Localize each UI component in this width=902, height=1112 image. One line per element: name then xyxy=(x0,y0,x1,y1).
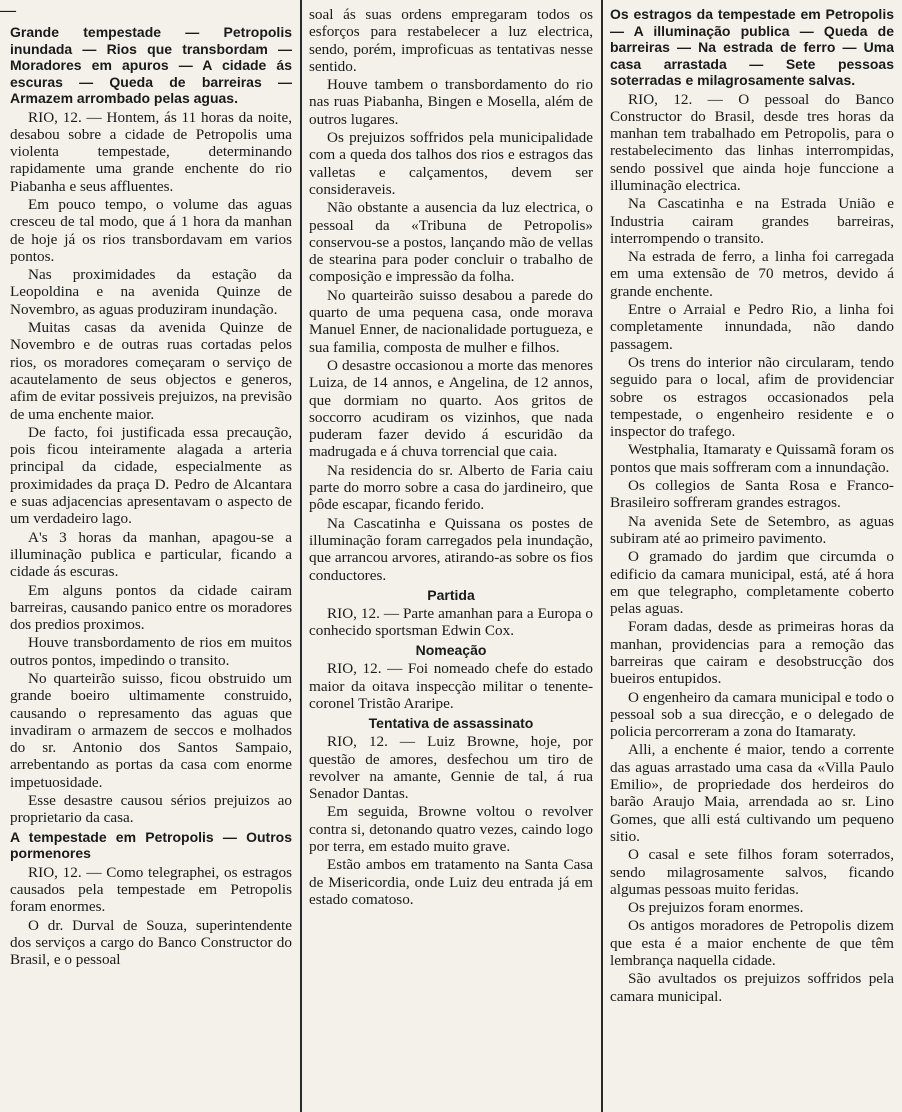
paragraph: São avultados os prejuizos soffridos pela camara municipal. xyxy=(610,970,894,1005)
column-separator xyxy=(300,0,302,1112)
section-title-nomeacao: Nomeação xyxy=(415,642,487,659)
paragraph: soal ás suas ordens empregaram todos os esforços para restabelecer a luz electrica, sendo, porém, improficuas as tentativas nesse sentido. xyxy=(309,6,593,75)
paragraph: Na avenida Sete de Setembro, as aguas subiram até ao primeiro pavimento. xyxy=(610,512,894,547)
paragraph: Os trens do interior não circularam, tendo seguido para o local, afim de providenciar sobre os estragos occasionados pela tempestade, o engenheiro residente e o inspector do trafego. xyxy=(610,353,894,441)
paragraph: RIO, 12. — Hontem, ás 11 horas da noite, desabou sobre a cidade de Petropolis uma violenta tempestade, determinando rapidamente uma grande enchente do rio Piabanha e seus affluentes. xyxy=(10,108,292,195)
paragraph: Os prejuizos soffridos pela municipalidade com a queda dos talhos dos rios e estragos das valletas e calçamentos, devem ser consideraveis. xyxy=(309,129,593,198)
paragraph: Houve transbordamento de rios em muitos outros pontos, impedindo o transito. xyxy=(10,634,292,669)
column-3 xyxy=(610,6,894,1108)
paragraph: Foram dadas, desde as primeiras horas da manhan, providencias para a remoção das barreiras que cairam e desobstrucção dos bueiros entupidos. xyxy=(610,618,894,688)
paragraph: Alli, a enchente é maior, tendo a corrente das aguas arrastado uma casa da «Villa Paulo Emilio», de propriedade dos herdeiros do barão Araujo Maia, arrendada ao sr. Lino Gomes, que alli está cultivando um pequeno sitio. xyxy=(610,741,894,845)
paragraph: Estão ambos em tratamento na Santa Casa de Misericordia, onde Luiz deu entrada já em estado comatoso. xyxy=(309,856,593,908)
paragraph: No quarteirão suisso, ficou obstruido um grande boeiro ultimamente construido, causando o represamento das aguas que invadiram o armazem de seccos e molhados do sr. Antonio dos Santos Sampaio, arrebentando as portas da casa com enorme impetuosidade. xyxy=(10,670,292,791)
paragraph: Entre o Arraial e Pedro Rio, a linha foi completamente innundada, não dando passagem. xyxy=(610,301,894,353)
paragraph: Na Cascatinha e na Estrada União e Industria cairam grandes barreiras, interrompendo o transito. xyxy=(610,195,894,247)
paragraph: Os collegios de Santa Rosa e Franco-Brasileiro soffreram grandes estragos. xyxy=(610,477,894,512)
paragraph: O gramado do jardim que circumda o edificio da camara municipal, está, até á hora em que telegrapho, completamente coberto pelas aguas. xyxy=(610,548,894,618)
paragraph: Em alguns pontos da cidade cairam barreiras, causando panico entre os moradores dos predios proximos. xyxy=(10,581,292,634)
paragraph: Na residencia do sr. Alberto de Faria caiu parte do morro sobre a casa do jardineiro, que pôde escapar, ficando ferido. xyxy=(309,461,593,514)
article-subhead: A tempestade em Petropolis — Outros pormenores xyxy=(10,828,292,862)
column-1 xyxy=(10,24,292,1108)
paragraph: Na Cascatinha e Quissana os postes de illuminação foram carregados pela inundação, que arrancou arvores, atirando-as sobre os fios conductores. xyxy=(309,514,593,584)
paragraph: O desastre occasionou a morte das menores Luiza, de 14 annos, e Angelina, de 12 annos, que dormiam no quarto. Aos gritos de soccorro acudiram os vizinhos, que nada puderam fazer devido á escuridão da madrugada e á chuva torrencial que caia. xyxy=(309,356,593,461)
paragraph: O dr. Durval de Souza, superintendente dos serviços a cargo do Banco Constructor do Brasil, e o pessoal xyxy=(10,916,292,969)
paragraph: Westphalia, Itamaraty e Quissamã foram os pontos que mais soffreram com a innundação. xyxy=(610,441,894,476)
paragraph: Os antigos moradores de Petropolis dizem que esta é a maior enchente de que têm lembrança naquella cidade. xyxy=(610,917,894,970)
top-mark: — xyxy=(0,2,16,19)
paragraph: RIO, 12. — Como telegraphei, os estragos causados pela tempestade em Petropolis foram enormes. xyxy=(10,863,292,916)
paragraph: Não obstante a ausencia da luz electrica, o pessoal da «Tribuna de Petropolis» conservou-se a postos, lançando mão de vellas de stearina para poder concluir o trabalho de composição e impressão da folha. xyxy=(309,199,593,286)
paragraph: Esse desastre causou sérios prejuizos ao proprietario da casa. xyxy=(10,792,292,827)
paragraph: Nas proximidades da estação da Leopoldina e na avenida Quinze de Novembro, as aguas produziram inundação. xyxy=(10,266,292,318)
paragraph: O casal e sete filhos foram soterrados, sendo milagrosamente salvos, ficando algumas pessoas muito feridas. xyxy=(610,846,894,898)
paragraph: Houve tambem o transbordamento do rio nas ruas Piabanha, Bingen e Mosella, além de outros lugares. xyxy=(309,76,593,128)
paragraph: O engenheiro da camara municipal e todo o pessoal sob a sua direcção, e o delegado de policia percorreram a zona do Itamaraty. xyxy=(610,688,894,741)
article-headline: Os estragos da tempestade em Petropolis — A illuminação publica — Queda de barreiras — Na estrada de ferro — Uma casa arrastada — Sete pessoas soterradas e milagrosamente salvas. xyxy=(610,6,894,88)
paragraph: Em seguida, Browne voltou o revolver contra si, detonando quatro vezes, caindo logo por terra, em estado muito grave. xyxy=(309,803,593,856)
paragraph: RIO, 12. — O pessoal do Banco Constructor do Brasil, desde tres horas da manhan tem trabalhado em Petropolis, para o restabelecimento das linhas interrompidas, sendo possivel que ainda hoje funccione a illuminação electrica. xyxy=(610,90,894,194)
paragraph: RIO, 12. — Foi nomeado chefe do estado maior da oitava inspecção militar o tenente-coronel Tristão Araripe. xyxy=(309,660,593,712)
paragraph: A's 3 horas da manhan, apagou-se a illuminação publica e particular, ficando a cidade ás escuras. xyxy=(10,528,292,581)
paragraph: Muitas casas da avenida Quinze de Novembro e de outras ruas cortadas pelos rios, os moradores começaram o serviço de acautelamento de seus objectos e generos, afim de evitar possiveis prejuizos, na previsão de uma enchente maior. xyxy=(10,319,292,423)
article-headline: Grande tempestade — Petropolis inundada — Rios que transbordam — Moradores em apuros — A cidade ás escuras — Queda de barreiras — Armazem arrombado pelas aguas. xyxy=(10,24,292,106)
paragraph: De facto, foi justificada essa precaução, pois ficou inteiramente alagada a arteria principal da cidade, especialmente as proximidades da praça D. Pedro de Alcantara e suas adjacencias apresentavam o aspecto de um verdadeiro lago. xyxy=(10,423,292,528)
paragraph: RIO, 12. — Parte amanhan para a Europa o conhecido sportsman Edwin Cox. xyxy=(309,604,593,640)
paragraph: No quarteirão suisso desabou a parede do quarto de uma pequena casa, onde morava Manuel Enner, de nacionalidade portugueza, e sua familia, composta de mulher e filhos. xyxy=(309,286,593,356)
section-title-partida: Partida xyxy=(427,586,475,603)
paragraph: RIO, 12. — Luiz Browne, hoje, por questão de amores, desfechou um tiro de revolver na amante, Gennie de tal, á rua Senador Dantas. xyxy=(309,733,593,803)
paragraph: Em pouco tempo, o volume das aguas cresceu de tal modo, que á 1 hora da manhan de hoje já os rios transbordavam em varios pontos. xyxy=(10,195,292,265)
column-separator xyxy=(601,0,603,1112)
paragraph: Os prejuizos foram enormes. xyxy=(628,899,804,917)
section-title-tentativa: Tentativa de assassinato xyxy=(368,715,534,732)
paragraph: Na estrada de ferro, a linha foi carregada em uma extensão de 70 metros, devido á grande enchente. xyxy=(610,248,894,300)
column-2 xyxy=(309,6,593,1108)
